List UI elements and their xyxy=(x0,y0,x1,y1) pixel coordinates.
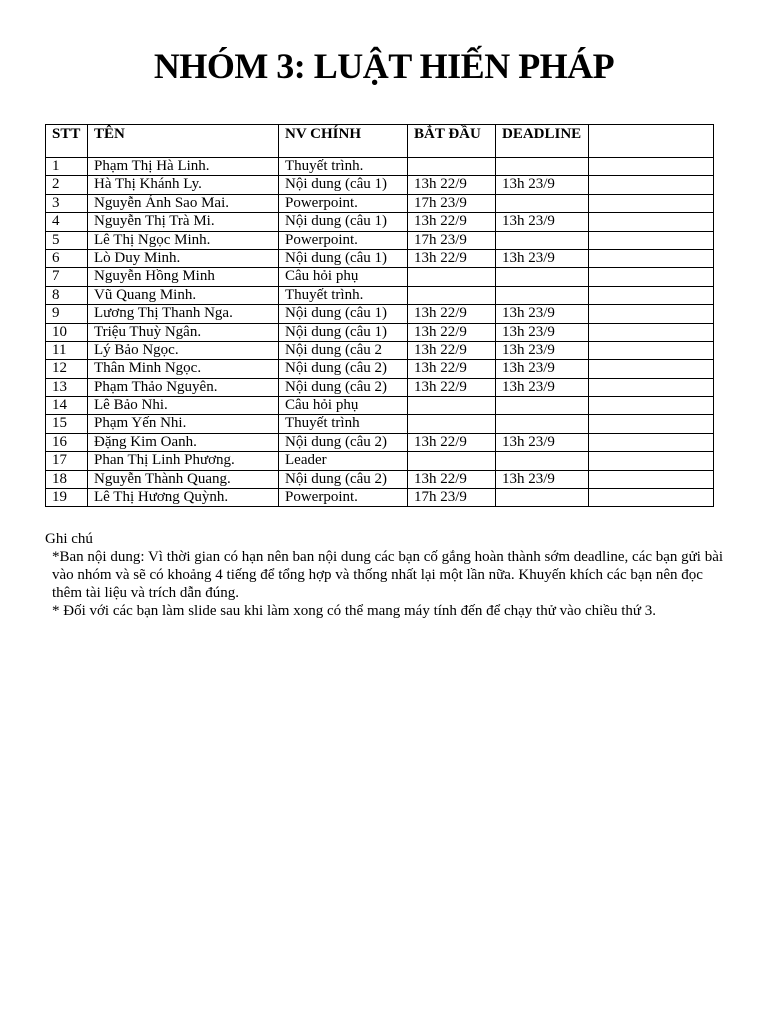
table-row xyxy=(46,397,714,415)
cell-main-task: Powerpoint. xyxy=(279,231,408,249)
cell-start: 17h 23/9 xyxy=(408,489,496,507)
cell-stt: 18 xyxy=(46,470,88,488)
cell-extra xyxy=(589,158,714,176)
cell-name: Phan Thị Linh Phương. xyxy=(88,452,279,470)
cell-name: Nguyễn Hồng Minh xyxy=(88,268,279,286)
cell-stt: 12 xyxy=(46,360,88,378)
cell-stt: 4 xyxy=(46,213,88,231)
cell-stt: 14 xyxy=(46,397,88,415)
cell-deadline xyxy=(496,286,589,304)
cell-name: Phạm Yến Nhi. xyxy=(88,415,279,433)
cell-name: Vũ Quang Minh. xyxy=(88,286,279,304)
header-extra xyxy=(589,125,714,158)
header-deadline: DEADLINE xyxy=(496,125,589,158)
table-header-row xyxy=(46,125,714,158)
cell-start xyxy=(408,452,496,470)
assignment-table xyxy=(45,124,714,507)
cell-extra xyxy=(589,489,714,507)
cell-start: 13h 22/9 xyxy=(408,433,496,451)
cell-deadline: 13h 23/9 xyxy=(496,176,589,194)
cell-stt: 10 xyxy=(46,323,88,341)
cell-extra xyxy=(589,360,714,378)
cell-name: Lê Thị Hương Quỳnh. xyxy=(88,489,279,507)
cell-main-task: Nội dung (câu 1) xyxy=(279,249,408,267)
cell-deadline: 13h 23/9 xyxy=(496,323,589,341)
cell-name: Thân Minh Ngọc. xyxy=(88,360,279,378)
cell-main-task: Powerpoint. xyxy=(279,489,408,507)
cell-deadline: 13h 23/9 xyxy=(496,249,589,267)
cell-deadline: 13h 23/9 xyxy=(496,360,589,378)
cell-main-task: Thuyết trình. xyxy=(279,286,408,304)
cell-extra xyxy=(589,397,714,415)
cell-stt: 11 xyxy=(46,341,88,359)
cell-stt: 8 xyxy=(46,286,88,304)
cell-deadline: 13h 23/9 xyxy=(496,378,589,396)
cell-main-task: Câu hỏi phụ xyxy=(279,397,408,415)
cell-stt: 2 xyxy=(46,176,88,194)
table-row xyxy=(46,194,714,212)
cell-deadline xyxy=(496,194,589,212)
cell-name: Lê Thị Ngọc Minh. xyxy=(88,231,279,249)
cell-main-task: Nội dung (câu 1) xyxy=(279,176,408,194)
cell-name: Lý Bảo Ngọc. xyxy=(88,341,279,359)
cell-extra xyxy=(589,452,714,470)
table-row xyxy=(46,158,714,176)
cell-deadline: 13h 23/9 xyxy=(496,305,589,323)
cell-stt: 16 xyxy=(46,433,88,451)
cell-start: 17h 23/9 xyxy=(408,231,496,249)
cell-name: Triệu Thuỳ Ngân. xyxy=(88,323,279,341)
cell-start xyxy=(408,158,496,176)
cell-start: 13h 22/9 xyxy=(408,378,496,396)
table-row xyxy=(46,378,714,396)
cell-deadline xyxy=(496,158,589,176)
cell-main-task: Nội dung (câu 2) xyxy=(279,433,408,451)
cell-extra xyxy=(589,433,714,451)
header-name: TÊN xyxy=(88,125,279,158)
cell-extra xyxy=(589,268,714,286)
cell-deadline: 13h 23/9 xyxy=(496,470,589,488)
cell-main-task: Powerpoint. xyxy=(279,194,408,212)
cell-deadline xyxy=(496,452,589,470)
cell-name: Nguyễn Ánh Sao Mai. xyxy=(88,194,279,212)
cell-main-task: Nội dung (câu 2 xyxy=(279,341,408,359)
cell-extra xyxy=(589,470,714,488)
cell-stt: 19 xyxy=(46,489,88,507)
cell-stt: 1 xyxy=(46,158,88,176)
cell-main-task: Nội dung (câu 2) xyxy=(279,470,408,488)
cell-start: 13h 22/9 xyxy=(408,305,496,323)
note-slide-team: * Đối với các bạn làm slide sau khi làm xong có thể mang máy tính đến để chạy thử vào chiều thứ 3. xyxy=(52,603,657,619)
cell-main-task: Nội dung (câu 2) xyxy=(279,360,408,378)
notes-section xyxy=(45,530,725,620)
table-row xyxy=(46,305,714,323)
table-row xyxy=(46,341,714,359)
cell-start xyxy=(408,286,496,304)
table-row xyxy=(46,415,714,433)
table-row xyxy=(46,323,714,341)
cell-start: 13h 22/9 xyxy=(408,360,496,378)
cell-main-task: Leader xyxy=(279,452,408,470)
cell-stt: 13 xyxy=(46,378,88,396)
cell-extra xyxy=(589,286,714,304)
cell-extra xyxy=(589,305,714,323)
cell-start: 13h 22/9 xyxy=(408,213,496,231)
table-row xyxy=(46,249,714,267)
cell-name: Lê Bảo Nhi. xyxy=(88,397,279,415)
cell-start: 13h 22/9 xyxy=(408,470,496,488)
cell-main-task: Câu hỏi phụ xyxy=(279,268,408,286)
cell-start xyxy=(408,268,496,286)
header-start: BẮT ĐẦU xyxy=(408,125,496,158)
cell-start xyxy=(408,397,496,415)
cell-extra xyxy=(589,378,714,396)
cell-main-task: Nội dung (câu 1) xyxy=(279,213,408,231)
cell-deadline xyxy=(496,268,589,286)
cell-extra xyxy=(589,176,714,194)
cell-extra xyxy=(589,249,714,267)
cell-stt: 5 xyxy=(46,231,88,249)
note-content-team: *Ban nội dung: Vì thời gian có hạn nên ban nội dung các bạn cố gắng hoàn thành sớm deadline, các bạn gửi bài vào nhóm và sẽ có khoảng 4 tiếng để tổng hợp và thống nhất lại một lần nữa. Khuyến khích các bạn nên đọc thêm tài liệu và trích dẫn đúng. xyxy=(52,549,724,601)
cell-start: 17h 23/9 xyxy=(408,194,496,212)
cell-name: Nguyễn Thị Trà Mi. xyxy=(88,213,279,231)
table-row xyxy=(46,360,714,378)
table-row xyxy=(46,433,714,451)
table-body xyxy=(46,158,714,507)
cell-name: Hà Thị Khánh Ly. xyxy=(88,176,279,194)
cell-deadline xyxy=(496,231,589,249)
cell-extra xyxy=(589,341,714,359)
cell-stt: 6 xyxy=(46,249,88,267)
cell-extra xyxy=(589,415,714,433)
table-row xyxy=(46,286,714,304)
cell-stt: 7 xyxy=(46,268,88,286)
cell-extra xyxy=(589,323,714,341)
cell-name: Phạm Thị Hà Linh. xyxy=(88,158,279,176)
cell-extra xyxy=(589,194,714,212)
cell-name: Lương Thị Thanh Nga. xyxy=(88,305,279,323)
cell-main-task: Nội dung (câu 1) xyxy=(279,323,408,341)
table-row xyxy=(46,213,714,231)
cell-main-task: Nội dung (câu 2) xyxy=(279,378,408,396)
cell-name: Lò Duy Minh. xyxy=(88,249,279,267)
table-row xyxy=(46,489,714,507)
cell-start: 13h 22/9 xyxy=(408,323,496,341)
cell-name: Đặng Kim Oanh. xyxy=(88,433,279,451)
cell-name: Phạm Thảo Nguyên. xyxy=(88,378,279,396)
cell-start xyxy=(408,415,496,433)
table-row xyxy=(46,268,714,286)
cell-deadline: 13h 23/9 xyxy=(496,433,589,451)
cell-start: 13h 22/9 xyxy=(408,341,496,359)
cell-stt: 15 xyxy=(46,415,88,433)
cell-deadline xyxy=(496,415,589,433)
notes-heading: Ghi chú xyxy=(45,531,93,547)
cell-stt: 17 xyxy=(46,452,88,470)
cell-stt: 3 xyxy=(46,194,88,212)
cell-deadline: 13h 23/9 xyxy=(496,341,589,359)
cell-deadline xyxy=(496,489,589,507)
cell-main-task: Nội dung (câu 1) xyxy=(279,305,408,323)
cell-stt: 9 xyxy=(46,305,88,323)
header-main-task: NV CHÍNH xyxy=(279,125,408,158)
table-row xyxy=(46,176,714,194)
table-row xyxy=(46,470,714,488)
cell-main-task: Thuyết trình. xyxy=(279,158,408,176)
table-row xyxy=(46,231,714,249)
cell-start: 13h 22/9 xyxy=(408,176,496,194)
cell-extra xyxy=(589,213,714,231)
header-stt: STT xyxy=(46,125,88,158)
cell-name: Nguyễn Thành Quang. xyxy=(88,470,279,488)
cell-deadline: 13h 23/9 xyxy=(496,213,589,231)
cell-main-task: Thuyết trình xyxy=(279,415,408,433)
table-row xyxy=(46,452,714,470)
page-title: NHÓM 3: LUẬT HIẾN PHÁP xyxy=(153,46,615,86)
cell-extra xyxy=(589,231,714,249)
cell-deadline xyxy=(496,397,589,415)
cell-start: 13h 22/9 xyxy=(408,249,496,267)
